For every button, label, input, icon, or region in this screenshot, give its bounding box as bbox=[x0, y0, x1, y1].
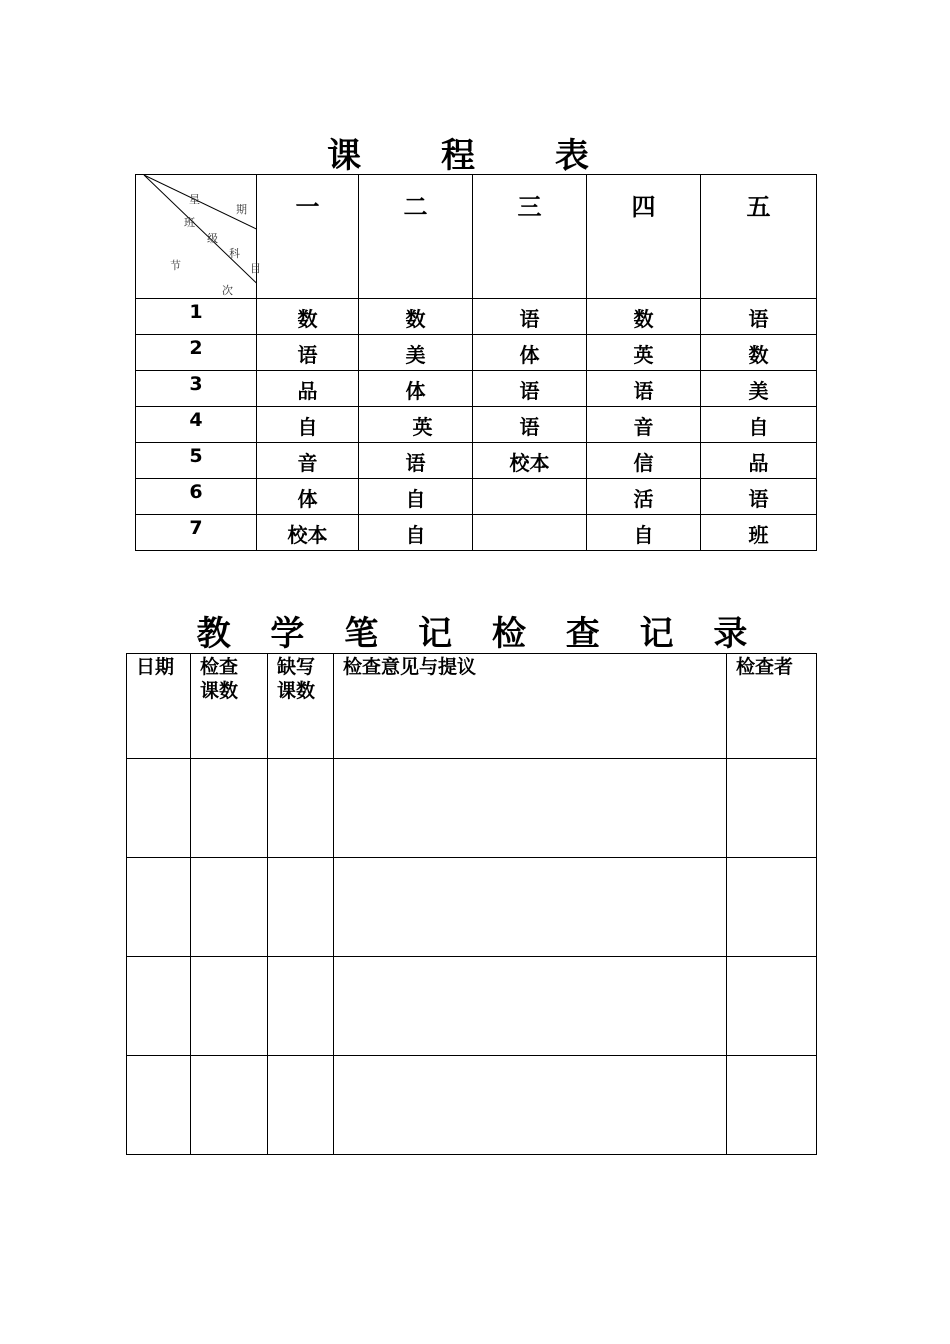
day-header-mon: 一 bbox=[257, 175, 359, 299]
subject-cell: 语 bbox=[473, 371, 587, 407]
corner-label-xing: 星 bbox=[189, 193, 200, 206]
records-header-row bbox=[127, 654, 817, 759]
period-number: 6 bbox=[136, 479, 257, 515]
period-number: 5 bbox=[136, 443, 257, 479]
record-cell[interactable] bbox=[727, 858, 817, 957]
subject-cell: 体 bbox=[359, 371, 473, 407]
subject-cell: 数 bbox=[359, 299, 473, 335]
record-cell[interactable] bbox=[191, 957, 268, 1056]
corner-label-ci: 次 bbox=[222, 284, 233, 297]
subject-cell: 自 bbox=[701, 407, 817, 443]
period-row bbox=[136, 371, 817, 407]
record-cell[interactable] bbox=[191, 1056, 268, 1155]
record-cell[interactable] bbox=[268, 858, 334, 957]
period-row bbox=[136, 299, 817, 335]
period-number: 7 bbox=[136, 515, 257, 551]
record-cell[interactable] bbox=[268, 957, 334, 1056]
subject-cell: 美 bbox=[701, 371, 817, 407]
subject-cell: 美 bbox=[359, 335, 473, 371]
record-cell[interactable] bbox=[268, 759, 334, 858]
record-cell[interactable] bbox=[727, 1056, 817, 1155]
period-row bbox=[136, 515, 817, 551]
record-cell[interactable] bbox=[727, 759, 817, 858]
corner-label-ke: 科 bbox=[229, 247, 240, 260]
subject-cell: 音 bbox=[257, 443, 359, 479]
day-header-fri: 五 bbox=[701, 175, 817, 299]
subject-cell: 语 bbox=[587, 371, 701, 407]
subject-cell: 校本 bbox=[257, 515, 359, 551]
header-missing-count: 缺写 课数 bbox=[268, 654, 334, 759]
subject-cell: 校本 bbox=[473, 443, 587, 479]
header-checker: 检查者 bbox=[727, 654, 817, 759]
record-cell[interactable] bbox=[334, 759, 727, 858]
subject-cell: 语 bbox=[257, 335, 359, 371]
period-number: 1 bbox=[136, 299, 257, 335]
subject-cell: 自 bbox=[359, 515, 473, 551]
subject-cell: 语 bbox=[473, 299, 587, 335]
record-cell[interactable] bbox=[191, 858, 268, 957]
corner-label-mu: 目 bbox=[250, 262, 261, 275]
subject-cell bbox=[473, 515, 587, 551]
record-cell[interactable] bbox=[334, 957, 727, 1056]
day-header-wed: 三 bbox=[473, 175, 587, 299]
record-cell[interactable] bbox=[127, 858, 191, 957]
period-number: 3 bbox=[136, 371, 257, 407]
record-cell[interactable] bbox=[191, 759, 268, 858]
schedule-table bbox=[135, 174, 817, 551]
corner-label-ban: 班 bbox=[184, 216, 195, 229]
subject-cell: 班 bbox=[701, 515, 817, 551]
subject-cell: 语 bbox=[359, 443, 473, 479]
subject-cell: 体 bbox=[473, 335, 587, 371]
subject-cell: 语 bbox=[701, 479, 817, 515]
record-row bbox=[127, 1056, 817, 1155]
period-row bbox=[136, 335, 817, 371]
period-row bbox=[136, 407, 817, 443]
record-cell[interactable] bbox=[268, 1056, 334, 1155]
header-date: 日期 bbox=[127, 654, 191, 759]
corner-label-ji: 级 bbox=[207, 232, 218, 245]
record-row bbox=[127, 957, 817, 1056]
period-number: 4 bbox=[136, 407, 257, 443]
record-cell[interactable] bbox=[334, 858, 727, 957]
subject-cell: 品 bbox=[257, 371, 359, 407]
record-cell[interactable] bbox=[127, 1056, 191, 1155]
day-header-tue: 二 bbox=[359, 175, 473, 299]
record-cell[interactable] bbox=[127, 759, 191, 858]
corner-cell bbox=[136, 175, 261, 299]
period-row bbox=[136, 479, 817, 515]
subject-cell: 体 bbox=[257, 479, 359, 515]
subject-cell: 英 bbox=[587, 335, 701, 371]
subject-cell: 音 bbox=[587, 407, 701, 443]
subject-cell: 品 bbox=[701, 443, 817, 479]
records-title: 教 学 笔 记 检 查 记 录 bbox=[196, 614, 762, 654]
subject-cell: 数 bbox=[701, 335, 817, 371]
subject-cell: 数 bbox=[587, 299, 701, 335]
subject-cell: 自 bbox=[257, 407, 359, 443]
record-cell[interactable] bbox=[334, 1056, 727, 1155]
schedule-header-row bbox=[136, 175, 817, 299]
subject-cell: 语 bbox=[701, 299, 817, 335]
records-table bbox=[126, 653, 817, 1155]
record-row bbox=[127, 858, 817, 957]
subject-cell: 自 bbox=[587, 515, 701, 551]
subject-cell: 数 bbox=[257, 299, 359, 335]
record-cell[interactable] bbox=[127, 957, 191, 1056]
header-opinion: 检查意见与提议 bbox=[334, 654, 727, 759]
record-row bbox=[127, 759, 817, 858]
schedule-title: 课 程 表 bbox=[327, 136, 623, 176]
period-row bbox=[136, 443, 817, 479]
period-number: 2 bbox=[136, 335, 257, 371]
subject-cell: 信 bbox=[587, 443, 701, 479]
corner-label-jie: 节 bbox=[170, 259, 181, 272]
subject-cell: 活 bbox=[587, 479, 701, 515]
subject-cell: 自 bbox=[359, 479, 473, 515]
day-header-thu: 四 bbox=[587, 175, 701, 299]
corner-label-qi: 期 bbox=[236, 203, 247, 216]
record-cell[interactable] bbox=[727, 957, 817, 1056]
subject-cell: 语 bbox=[473, 407, 587, 443]
subject-cell: 英 bbox=[359, 407, 473, 443]
subject-cell bbox=[473, 479, 587, 515]
header-checked-count: 检查 课数 bbox=[191, 654, 268, 759]
